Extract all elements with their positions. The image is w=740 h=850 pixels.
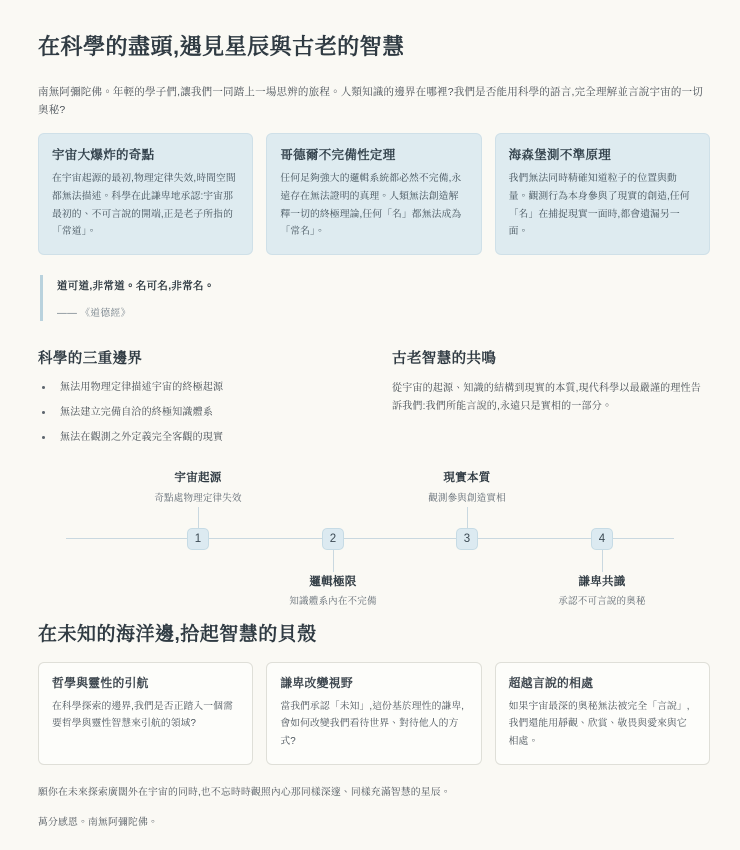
concept-card bbox=[495, 133, 710, 255]
quote-text: 道可道,非常道。名可名,非常名。 bbox=[57, 279, 215, 292]
footer-line-1: 願你在未來探索廣闊外在宇宙的同時,也不忘時時觀照內心那同樣深邃、同樣充滿智慧的星辰。 bbox=[38, 786, 451, 798]
timeline-marker[interactable]: 4 bbox=[591, 528, 613, 550]
timeline-node-sub: 知識體系內在不完備 bbox=[289, 595, 377, 607]
section-title-left: 科學的三重邊界 bbox=[38, 350, 143, 367]
reflection-card bbox=[266, 662, 481, 765]
timeline-node-sub: 承認不可言說的奧秘 bbox=[558, 595, 646, 607]
timeline bbox=[30, 467, 710, 607]
list-item: 無法建立完備自洽的終極知識體系 bbox=[38, 405, 356, 420]
concept-card-body: 任何足夠強大的邏輯系統都必然不完備,永遠存在無法證明的真理。人類無法創造解釋一切的終極理論,任何「名」都無法成為「常名」。 bbox=[280, 173, 462, 238]
concept-card-row bbox=[38, 133, 710, 255]
page-title: 在科學的盡頭,遇見星辰與古老的智慧 bbox=[38, 34, 405, 59]
reflection-card-body: 當我們承認「未知」,這份基於理性的謙卑,會如何改變我們看待世界、對待他人的方式? bbox=[280, 700, 465, 748]
timeline-stem bbox=[333, 550, 334, 572]
limits-list bbox=[38, 380, 356, 445]
reflection-card-title: 哲學與靈性的引航 bbox=[52, 675, 149, 690]
timeline-node-label: 謙卑共識 bbox=[578, 575, 626, 588]
blockquote bbox=[40, 275, 710, 321]
two-column-section bbox=[38, 347, 710, 455]
concept-card bbox=[266, 133, 481, 255]
wisdom-paragraph: 從宇宙的起源、知識的結構到現實的本質,現代科學以最嚴謹的理性告訴我們:我們所能言說的,永遠只是實相的一部分。 bbox=[392, 382, 701, 413]
timeline-marker[interactable]: 3 bbox=[456, 528, 478, 550]
list-item: 無法用物理定律描述宇宙的終極起源 bbox=[38, 380, 356, 395]
reflection-card-body: 如果宇宙最深的奧秘無法被完全「言說」,我們還能用靜觀、欣賞、敬畏與愛來與它相處。 bbox=[508, 700, 690, 748]
list-item: 無法在觀測之外定義完全客觀的現實 bbox=[38, 430, 356, 445]
reflection-card bbox=[38, 662, 253, 765]
concept-card-title: 宇宙大爆炸的奇點 bbox=[52, 148, 155, 163]
section-heading-reflections: 在未知的海洋邊,拾起智慧的貝殼 bbox=[38, 623, 317, 645]
timeline-node-sub: 奇點處物理定律失效 bbox=[154, 492, 242, 504]
timeline-node-label: 宇宙起源 bbox=[174, 471, 222, 484]
column-science-limits bbox=[38, 347, 356, 455]
footer-line-2: 萬分感恩。南無阿彌陀佛。 bbox=[38, 817, 158, 829]
timeline-marker[interactable]: 2 bbox=[322, 528, 344, 550]
concept-card-body: 我們無法同時精確知道粒子的位置與動量。觀測行為本身參與了現實的創造,任何「名」在捕捉現實一面時,都會遺漏另一面。 bbox=[508, 173, 690, 238]
reflection-card bbox=[495, 662, 710, 765]
column-ancient-wisdom bbox=[392, 347, 710, 455]
reflection-card-title: 謙卑改變視野 bbox=[280, 675, 353, 690]
timeline-node-label: 現實本質 bbox=[443, 471, 491, 484]
quote-attribution: —— 《道德經》 bbox=[57, 307, 131, 319]
timeline-node-label: 邏輯極限 bbox=[309, 575, 357, 588]
timeline-stem bbox=[602, 550, 603, 572]
reflection-card-title: 超越言說的相處 bbox=[508, 675, 594, 690]
concept-card-body: 在宇宙起源的最初,物理定律失效,時間空間都無法描述。科學在此謙卑地承認:宇宙那最初的、不可言說的開端,正是老子所指的「常道」。 bbox=[52, 173, 236, 238]
concept-card-title: 哥德爾不完備性定理 bbox=[280, 148, 396, 163]
intro-paragraph: 南無阿彌陀佛。年輕的學子們,讓我們一同踏上一場思辨的旅程。人類知識的邊界在哪裡?我們是否能用科學的語言,完全理解並言說宇宙的一切奧秘? bbox=[38, 85, 703, 116]
concept-card bbox=[38, 133, 253, 255]
timeline-stem bbox=[467, 507, 468, 529]
timeline-node-4 bbox=[517, 467, 687, 607]
timeline-node-sub: 觀測參與創造實相 bbox=[428, 492, 506, 504]
timeline-stem bbox=[198, 507, 199, 529]
section-title-right: 古老智慧的共鳴 bbox=[392, 350, 497, 367]
reflection-card-row bbox=[38, 662, 710, 765]
concept-card-title: 海森堡測不準原理 bbox=[508, 148, 612, 163]
timeline-marker[interactable]: 1 bbox=[187, 528, 209, 550]
reflection-card-body: 在科學探索的邊界,我們是否正踏入一個需要哲學與靈性智慧來引航的領域? bbox=[52, 700, 233, 730]
